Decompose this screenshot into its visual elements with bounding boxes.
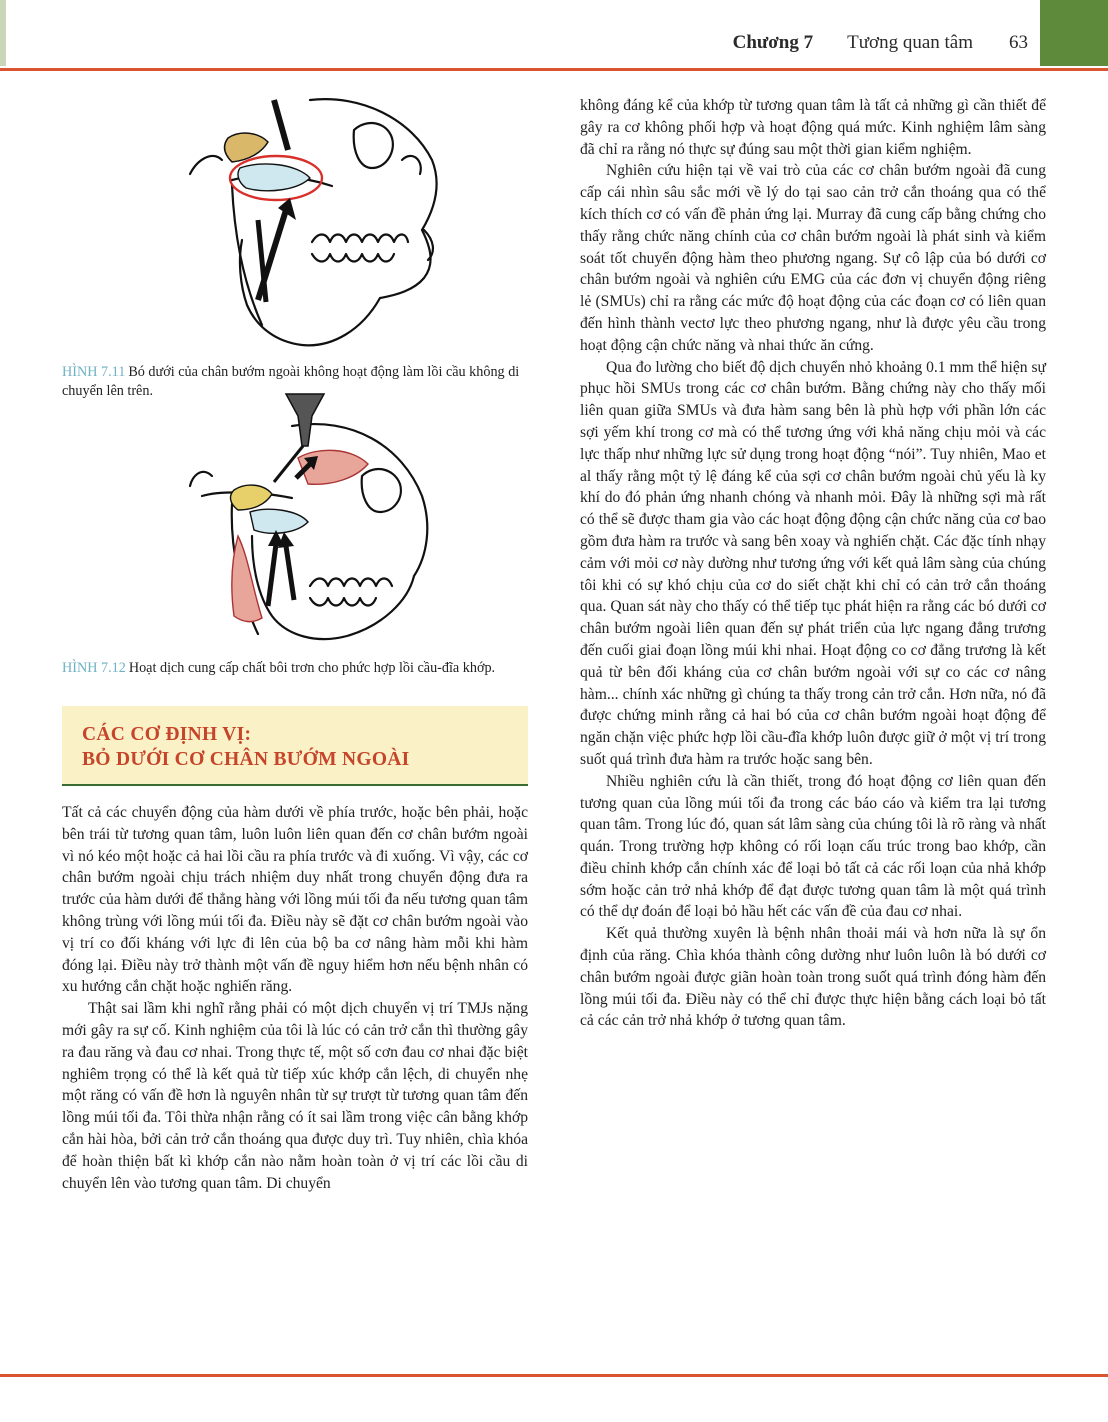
body-paragraph: Nhiều nghiên cứu là cần thiết, trong đó hoạt động cơ liên quan đến tương quan của lồng múi tối đa trong các báo cáo và kiểm tra lại tương quan tâm. Trong lúc đó, quan sát lâm sàng của chúng tôi là rõ ràng và nhất quán. Trong trường hợp không có rối loạn cấu trúc trong bao khớp, cần điều chỉnh khớp cắn chính xác để loại bỏ tất cả các rối loạn của nhả khớp sớm hoặc cản trở nhả khớp để đạt được tương quan tâm là một quá trình có thể dự đoán để loại bỏ hầu hết các vấn đề của đau cơ nhai. (580, 772, 1046, 921)
chapter-title: Tương quan tâm (847, 32, 973, 53)
muscle-lower (232, 536, 262, 622)
funnel-icon (286, 394, 324, 446)
left-body-text (62, 802, 528, 1194)
page-number: 63 (1009, 32, 1028, 53)
header-green-tab (1040, 0, 1108, 66)
figure-caption (62, 659, 528, 678)
condyle-shape (231, 485, 272, 510)
arrow-up-left (268, 544, 276, 606)
arrow-upper (274, 100, 288, 150)
section-heading-line-1: CÁC CƠ ĐỊNH VỊ: (82, 724, 252, 745)
figure-label: HÌNH 7.11 (62, 364, 126, 380)
caption-text: Hoạt dịch cung cấp chất bôi trơn cho phức hợp lồi cầu-đĩa khớp. (128, 660, 496, 676)
figure-7-12 (62, 386, 528, 676)
body-paragraph: Tất cả các chuyển động của hàm dưới về phía trước, hoặc bên phải, hoặc bên trái từ tương quan tâm, luôn luôn liên quan đến cơ chân bướm ngoài vì nó kéo một hoặc cả hai lồi cầu ra phía trước và đi xuống. Vì vậy, các cơ chân bướm ngoài chịu trách nhiệm duy nhất trong chuyển động đưa ra trước của hàm dưới để thẳng hàng với lồng múi tối đa nếu tương quan tâm không trùng với lồng múi tối đa. Điều này sẽ đặt cơ chân bướm ngoài vào vị trí co đối kháng với lực đi lên của bộ ba cơ nâng hàm mỗi khi hàm đóng lại. Điều này trở thành một vấn đề nguy hiểm hơn nếu bệnh nhân có xu hướng cắn chặt hoặc nghiến răng. (62, 804, 528, 996)
left-column (62, 90, 528, 1194)
caption-text: Bó dưới của chân bướm ngoài không hoạt động làm lồi cầu không di chuyển lên trên. (62, 364, 520, 399)
arrow-up-right (286, 546, 294, 600)
body-paragraph: Thật sai lầm khi nghĩ rằng phải có một dịch chuyển vị trí TMJs nặng mới gây ra sự cố. Kinh nghiệm của tôi là lúc có cản trở cắn thì thường gây ra đau răng và đau cơ nhai. Trong thực tế, một số cơn đau cơ nhai đặc biệt nghiêm trọng có thể là kết quả từ tiếp xúc khớp cắn lệch, di chuyển nhẹ một răng có vấn đề hơn là nguyên nhân từ sự trượt từ tương quan tâm đến lồng múi tối đa. Tôi thừa nhận rằng có ít sai lầm trong việc cân bằng khớp cắn hài hòa, bởi cản trở cắn thoáng qua được duy trì. Tuy nhiên, chìa khóa để hoàn thiện bất kì khớp cắn nào nằm hoàn toàn ở vị trí các lồi cầu di chuyển lên vào tương quan tâm. Di chuyển (62, 1000, 528, 1192)
articular-disc-shape (250, 509, 308, 533)
skull-illustration-lateral-pterygoid (62, 90, 528, 352)
section-heading-box (62, 706, 528, 786)
top-rule (0, 68, 1108, 71)
bottom-rule (0, 1374, 1108, 1377)
articular-disc-shape (238, 164, 310, 191)
body-paragraph: không đáng kể của khớp từ tương quan tâm là tất cả những gì cần thiết để gây ra cơ không phối hợp và hoạt động quá mức. Kinh nghiệm lâm sàng đã chỉ ra rằng nó thực sự đúng sau một thời gian kiểm nghiệm. (580, 97, 1046, 158)
section-heading-line-2: BỎ DƯỚI CƠ CHÂN BƯỚM NGOÀI (82, 749, 410, 770)
chapter-number: Chương 7 (732, 32, 814, 53)
figure-label: HÌNH 7.12 (62, 660, 126, 676)
running-head (733, 32, 1028, 54)
body-paragraph: Kết quả thường xuyên là bệnh nhân thoải mái và hơn nữa là sự ổn định của răng. Chìa khóa thành công dường như luôn luôn là bó dưới cơ chân bướm ngoài được giãn hoàn toàn trong suốt quá trình đóng hàm đến lồng múi tối đa. Điều này có thể chỉ được thực hiện bằng cách loại bỏ tất cả các cản trở nhả khớp ở tương quan tâm. (580, 925, 1046, 1030)
body-paragraph: Qua đo lường cho biết độ dịch chuyển nhỏ khoảng 0.1 mm thể hiện sự phục hồi SMUs trong các cơ chân bướm. Bằng chứng này cho thấy mối liên quan giữa SMUs và đưa hàm sang bên là phù hợp với phần lớn các sợi yếm khí trong cơ mà có thể tương ứng với khả năng chịu mỏi và các lực thấp như những lực sử dụng trong hoạt động “nói”. Tuy nhiên, Mao et al thấy rằng một tỷ lệ đáng kể của sợi cơ chân bướm ngoài chủ yếu là ky khí do đó phản ứng nhanh chóng và nhanh mỏi. Đây là những sợi mà rất có thể sẽ được tham gia vào các hoạt động động cận chức năng của cơ bao gồm đưa hàm ra trước và sang bên xoay và nghiến chặt. Các đặc tính nhạy cảm với mỏi cơ này dường như tương ứng với kết quả lâm sàng của chúng tôi khi có sự khó chịu của cơ do siết chặt khi chỉ có cản trở cắn thoáng qua. Quan sát này cho thấy có thể tiếp tục phát hiện ra rằng các bó dưới cơ chân bướm ngoài liên quan đến sự phát triển của lực ngang đẳng trương đến cuối giai đoạn lồng múi khi nhai. Hoạt động co cơ đẳng trương là kết quả từ bên đối kháng của cơ chân bướm ngoài với sự co các cơ nâng hàm... chính xác những gì chúng ta thấy trong cản trở cắn. Hơn nữa, nó đã được chứng minh rằng cả hai bó của cơ chân bướm ngoài hoạt động để ngăn chặn việc phức hợp lồi cầu-đĩa khớp luôn được giữ ở một vị trí trong suốt quá trình đưa hàm ra trước hoặc sang bên. (580, 358, 1046, 768)
figure-7-11 (62, 90, 528, 399)
body-paragraph: Nghiên cứu hiện tại về vai trò của các cơ chân bướm ngoài đã cung cấp cái nhìn sâu sắc mới về lý do tại sao cản trở cắn thoáng qua có thể kích thích cơ có vấn đề phản ứng lại. Murray đã cung cấp bằng chứng cho thấy rằng chức năng chính của cơ chân bướm ngoài là phát sinh và kiểm soát tốt chuyển động hàm theo phương ngang. Sự cô lập của bó dưới cơ chân bướm ngoài và nghiên cứu EMG của các đơn vị chuyển động riêng lẻ (SMUs) chỉ ra rằng các mức độ hoạt động của các đoạn cơ có liên quan đến hình thành vectơ lực theo phương ngang, như là được yêu cầu trong hoạt động cận chức năng và nhai thức ăn cứng. (580, 162, 1046, 354)
page-header (0, 0, 1108, 74)
skull-illustration-synovial (62, 386, 528, 648)
header-left-tab (0, 0, 6, 66)
right-column (580, 95, 1046, 1032)
